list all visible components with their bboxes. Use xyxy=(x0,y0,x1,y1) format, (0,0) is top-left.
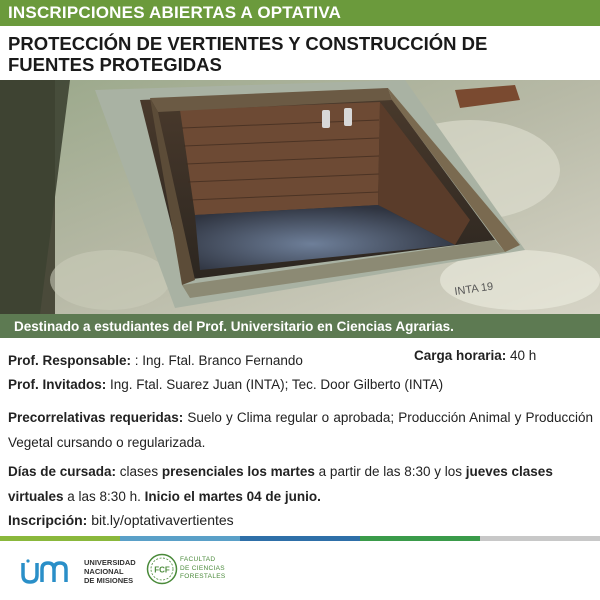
spring-box-photo xyxy=(0,80,600,314)
banner-text: INSCRIPCIONES ABIERTAS A OPTATIVA xyxy=(8,3,342,22)
carga-label: Carga horaria: xyxy=(414,348,507,363)
invitados-value: Ing. Ftal. Suarez Juan (INTA); Tec. Door Gilberto (INTA) xyxy=(106,377,444,392)
footer xyxy=(0,541,600,600)
responsable-row xyxy=(8,353,303,368)
dias-text-3: a las 8:30 h. xyxy=(63,489,145,504)
title-line-1: PROTECCIÓN DE VERTIENTES Y CONSTRUCCIÓN DE xyxy=(8,33,488,54)
fcf-line-3: FORESTALES xyxy=(180,573,226,580)
invitados-row xyxy=(8,377,443,392)
photo-illustration xyxy=(0,80,600,314)
title-line-2: FUENTES PROTEGIDAS xyxy=(8,54,222,75)
dias-text-2: a partir de las 8:30 y los xyxy=(314,464,466,479)
unam-name xyxy=(84,558,136,585)
dias-bold-2: jueves clases virtuales xyxy=(8,464,553,504)
inscripcion-link[interactable]: bit.ly/optativavertientes xyxy=(87,512,234,528)
header-banner xyxy=(0,0,600,26)
unam-logo-icon xyxy=(20,559,80,585)
carga-value: 40 h xyxy=(506,348,537,363)
dias-bold-1: presenciales los martes xyxy=(161,464,315,479)
page-title xyxy=(8,33,598,75)
fcf-line-1: FACULTAD xyxy=(180,556,216,563)
unam-line-2: NACIONAL xyxy=(84,567,124,576)
unam-line-1: UNIVERSIDAD xyxy=(84,558,136,567)
carga-horaria xyxy=(414,348,536,363)
inscripcion-label: Inscripción: xyxy=(8,512,88,528)
fcf-line-2: DE CIENCIAS xyxy=(180,564,225,572)
dias-cursada-row xyxy=(8,459,593,509)
responsable-label: Prof. Responsable: xyxy=(8,353,132,368)
precorrelativas-label: Precorrelativas requeridas: xyxy=(8,410,184,425)
fcf-name xyxy=(180,556,226,582)
dias-bold-3: Inicio el martes 04 de junio. xyxy=(144,489,321,504)
fcf-logo-icon xyxy=(146,553,178,585)
dias-label: Días de cursada: xyxy=(8,464,117,479)
responsable-value: : Ing. Ftal. Branco Fernando xyxy=(131,353,303,368)
precorrelativas-row xyxy=(8,405,593,455)
dias-text-1: clases xyxy=(116,464,162,479)
photo-stamp-text: INTA 19 xyxy=(453,280,494,298)
unam-line-3: DE MISIONES xyxy=(84,576,134,585)
audience-text: Destinado a estudiantes del Prof. Universitario en Ciencias Agrarias. xyxy=(14,318,454,334)
inscripcion-row xyxy=(8,512,234,528)
precorrelativas-value: Suelo y Clima regular o aprobada; Producción Animal y Producción Vegetal cursando o regularizada. xyxy=(8,410,593,450)
invitados-label: Prof. Invitados: xyxy=(8,377,107,392)
fcf-badge-text: FCF xyxy=(154,565,170,575)
audience-strip xyxy=(0,314,600,338)
